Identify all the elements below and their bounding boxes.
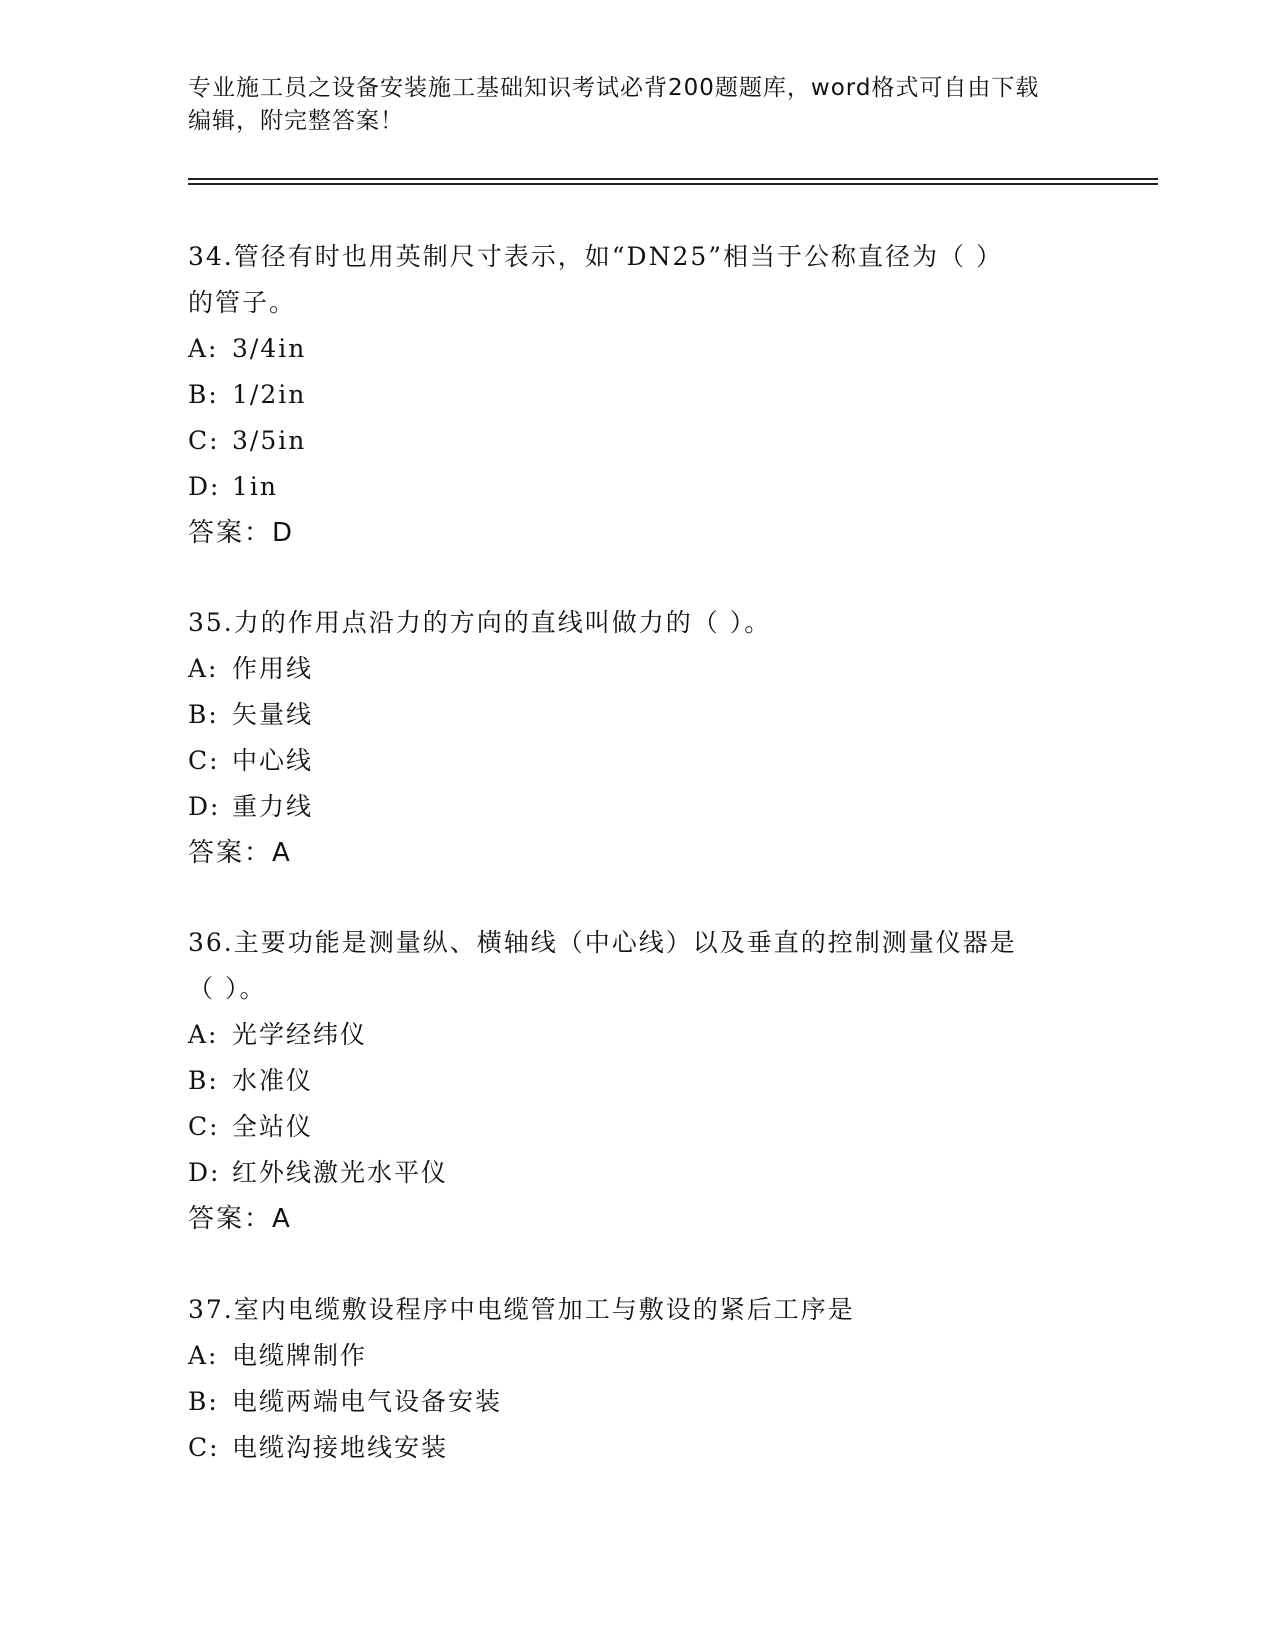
option-letter: D: [188, 1158, 221, 1187]
question-stem-line: （ ）。 [188, 974, 267, 1003]
option-text: 1/2in [232, 380, 307, 409]
option-letter: A: [188, 654, 219, 683]
option-letter: B: [188, 380, 219, 409]
option-text: 电缆两端电气设备安装 [232, 1387, 503, 1416]
option-letter: A: [188, 1341, 219, 1370]
option-d [188, 784, 1088, 830]
option-a [188, 646, 1088, 692]
answer-line: 答案：A [188, 838, 292, 868]
option-c [188, 738, 1088, 784]
option-text: 矢量线 [232, 700, 314, 729]
question-34 [188, 234, 1088, 556]
question-stem-line: 36.主要功能是测量纵、横轴线（中心线）以及垂直的控制测量仪器是 [188, 928, 1017, 957]
option-letter: C: [188, 426, 220, 455]
option-letter: C: [188, 1112, 220, 1141]
option-c [188, 1425, 1088, 1471]
option-letter: B: [188, 1387, 219, 1416]
option-a [188, 1333, 1088, 1379]
header-line-2: 编辑，附完整答案！ [188, 108, 404, 134]
question-stem-line: 34.管径有时也用英制尺寸表示，如“DN25”相当于公称直径为（ ） [188, 242, 1003, 271]
header-line-1: 专业施工员之设备安装施工基础知识考试必背200题题库，word格式可自由下载 [188, 75, 1040, 101]
option-text: 电缆牌制作 [232, 1341, 368, 1370]
option-text: 光学经纬仪 [232, 1020, 368, 1049]
option-letter: A: [188, 1020, 219, 1049]
option-b [188, 1379, 1088, 1425]
option-letter: D: [188, 472, 221, 501]
document-header [188, 72, 1088, 138]
option-text: 1in [232, 472, 279, 501]
option-text: 3/5in [232, 426, 307, 455]
option-text: 红外线激光水平仪 [232, 1158, 449, 1187]
question-stem-line: 37.室内电缆敷设程序中电缆管加工与敷设的紧后工序是 [188, 1295, 855, 1324]
option-b [188, 692, 1088, 738]
option-d [188, 1150, 1088, 1196]
option-text: 水准仪 [232, 1066, 314, 1095]
option-d [188, 464, 1088, 510]
option-b [188, 372, 1088, 418]
option-text: 中心线 [232, 746, 314, 775]
question-35 [188, 600, 1088, 876]
option-letter: B: [188, 1066, 219, 1095]
option-text: 电缆沟接地线安装 [232, 1433, 449, 1462]
answer-line: 答案：A [188, 1204, 292, 1234]
option-letter: D: [188, 792, 221, 821]
question-37 [188, 1287, 1088, 1471]
answer-line: 答案：D [188, 518, 295, 548]
option-c [188, 418, 1088, 464]
header-divider-top [188, 178, 1158, 180]
option-a [188, 326, 1088, 372]
question-stem-line: 35.力的作用点沿力的方向的直线叫做力的（ ）。 [188, 608, 772, 637]
option-c [188, 1104, 1088, 1150]
option-b [188, 1058, 1088, 1104]
option-letter: A: [188, 334, 219, 363]
option-letter: B: [188, 700, 219, 729]
option-text: 重力线 [232, 792, 314, 821]
option-text: 全站仪 [232, 1112, 314, 1141]
header-divider-bottom [188, 183, 1158, 185]
question-stem-line: 的管子。 [188, 288, 297, 317]
option-text: 3/4in [232, 334, 307, 363]
option-text: 作用线 [232, 654, 314, 683]
question-36 [188, 920, 1088, 1242]
option-letter: C: [188, 1433, 220, 1462]
option-a [188, 1012, 1088, 1058]
option-letter: C: [188, 746, 220, 775]
